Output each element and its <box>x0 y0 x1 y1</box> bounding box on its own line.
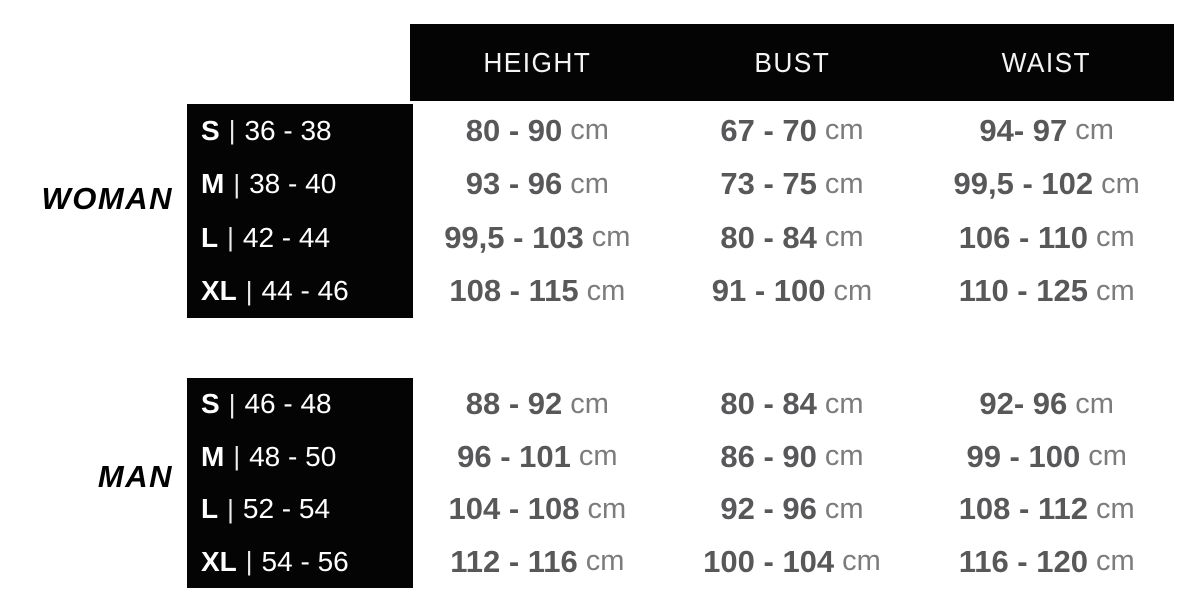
unit-label: cm <box>1095 545 1135 578</box>
size-row <box>187 211 413 265</box>
woman-size-box <box>187 104 413 318</box>
size-range: 52 - 54 <box>242 493 331 525</box>
bust-value: 73 - 75 <box>720 166 817 202</box>
bust-cell <box>665 158 920 212</box>
unit-label: cm <box>586 274 626 307</box>
unit-label: cm <box>1075 387 1114 420</box>
unit-label: cm <box>833 274 873 307</box>
unit-label: cm <box>585 545 625 578</box>
height-cell <box>410 265 665 319</box>
bust-value: 86 - 90 <box>720 438 817 474</box>
section-label-woman: WOMAN <box>41 181 173 216</box>
waist-cell <box>919 536 1174 589</box>
size-range: 42 - 44 <box>242 221 331 253</box>
size-row <box>187 483 413 536</box>
unit-label: cm <box>1095 221 1135 254</box>
waist-value: 108 - 112 <box>958 491 1088 527</box>
waist-cell <box>919 378 1174 431</box>
woman-values-grid <box>410 104 1174 318</box>
unit-label: cm <box>824 221 864 254</box>
bust-value: 91 - 100 <box>711 273 826 309</box>
size-letter: XL <box>201 275 237 307</box>
table-header <box>410 24 1174 101</box>
unit-label: cm <box>824 492 864 525</box>
bust-cell <box>665 265 920 319</box>
value-row <box>410 378 1174 431</box>
bust-value: 80 - 84 <box>720 219 817 255</box>
unit-label: cm <box>824 167 864 200</box>
waist-value: 116 - 120 <box>958 543 1088 579</box>
unit-label: cm <box>824 387 864 420</box>
column-header-waist: WAIST <box>1001 46 1092 78</box>
size-range: 38 - 40 <box>249 168 337 200</box>
waist-value: 94- 97 <box>979 112 1068 148</box>
bust-cell <box>665 431 920 484</box>
unit-label: cm <box>1075 114 1114 147</box>
bust-value: 92 - 96 <box>720 491 817 527</box>
size-row <box>187 265 413 319</box>
bust-cell <box>665 104 920 158</box>
size-letter: L <box>201 221 219 253</box>
unit-label: cm <box>1095 274 1135 307</box>
bust-cell <box>665 211 920 265</box>
unit-label: cm <box>578 440 618 473</box>
waist-cell <box>919 158 1174 212</box>
size-letter: S <box>201 388 220 420</box>
value-row <box>410 211 1174 265</box>
unit-label: cm <box>587 492 627 525</box>
height-value: 104 - 108 <box>448 491 580 527</box>
waist-cell <box>919 265 1174 319</box>
height-cell <box>410 483 665 536</box>
value-row <box>410 104 1174 158</box>
size-range: 36 - 38 <box>244 114 332 146</box>
waist-cell <box>919 431 1174 484</box>
bust-cell <box>665 536 920 589</box>
size-row <box>187 378 413 431</box>
size-row <box>187 536 413 589</box>
bust-cell <box>665 378 920 431</box>
size-separator: | <box>245 546 253 577</box>
value-row <box>410 536 1174 589</box>
size-range: 46 - 48 <box>244 388 332 420</box>
bust-cell <box>665 483 920 536</box>
height-value: 80 - 90 <box>465 112 563 148</box>
height-value: 108 - 115 <box>449 273 579 309</box>
man-values-grid <box>410 378 1174 588</box>
size-letter: L <box>201 493 219 525</box>
size-separator: | <box>228 115 236 146</box>
bust-value: 67 - 70 <box>720 112 817 148</box>
column-header-bust: BUST <box>754 46 830 78</box>
height-value: 96 - 101 <box>457 438 571 474</box>
size-separator: | <box>233 441 241 472</box>
height-cell <box>410 211 665 265</box>
size-letter: M <box>201 168 225 200</box>
value-row <box>410 431 1174 484</box>
unit-label: cm <box>570 387 609 420</box>
man-size-box <box>187 378 413 588</box>
waist-value: 99,5 - 102 <box>953 166 1094 202</box>
unit-label: cm <box>570 114 609 147</box>
size-separator: | <box>227 222 234 253</box>
column-header-height: HEIGHT <box>483 46 592 78</box>
height-cell <box>410 536 665 589</box>
unit-label: cm <box>1101 167 1140 200</box>
unit-label: cm <box>824 114 864 147</box>
size-letter: S <box>201 114 220 146</box>
value-row <box>410 265 1174 319</box>
size-row <box>187 431 413 484</box>
height-cell <box>410 158 665 212</box>
size-separator: | <box>228 388 236 419</box>
section-label-man: MAN <box>97 459 173 494</box>
size-letter: M <box>201 440 225 472</box>
waist-value: 99 - 100 <box>966 438 1081 474</box>
height-value: 99,5 - 103 <box>444 219 584 255</box>
size-range: 44 - 46 <box>261 275 349 307</box>
height-value: 112 - 116 <box>450 543 578 579</box>
waist-cell <box>919 104 1174 158</box>
unit-label: cm <box>1095 492 1135 525</box>
height-cell <box>410 104 665 158</box>
waist-value: 92- 96 <box>979 386 1068 422</box>
size-row <box>187 158 413 212</box>
unit-label: cm <box>570 167 609 200</box>
height-cell <box>410 431 665 484</box>
size-letter: XL <box>201 545 237 577</box>
waist-cell <box>919 211 1174 265</box>
bust-value: 100 - 104 <box>703 543 835 579</box>
size-separator: | <box>233 168 241 199</box>
height-cell <box>410 378 665 431</box>
size-separator: | <box>245 275 253 306</box>
unit-label: cm <box>1088 440 1127 473</box>
unit-label: cm <box>824 440 864 473</box>
height-value: 93 - 96 <box>465 166 563 202</box>
height-value: 88 - 92 <box>465 386 563 422</box>
value-row <box>410 483 1174 536</box>
waist-value: 106 - 110 <box>958 219 1088 255</box>
size-range: 48 - 50 <box>249 440 337 472</box>
unit-label: cm <box>842 545 881 578</box>
waist-value: 110 - 125 <box>958 273 1088 309</box>
size-range: 54 - 56 <box>261 545 349 577</box>
bust-value: 80 - 84 <box>720 386 817 422</box>
size-separator: | <box>227 493 234 524</box>
unit-label: cm <box>591 221 631 254</box>
size-row <box>187 104 413 158</box>
waist-cell <box>919 483 1174 536</box>
value-row <box>410 158 1174 212</box>
